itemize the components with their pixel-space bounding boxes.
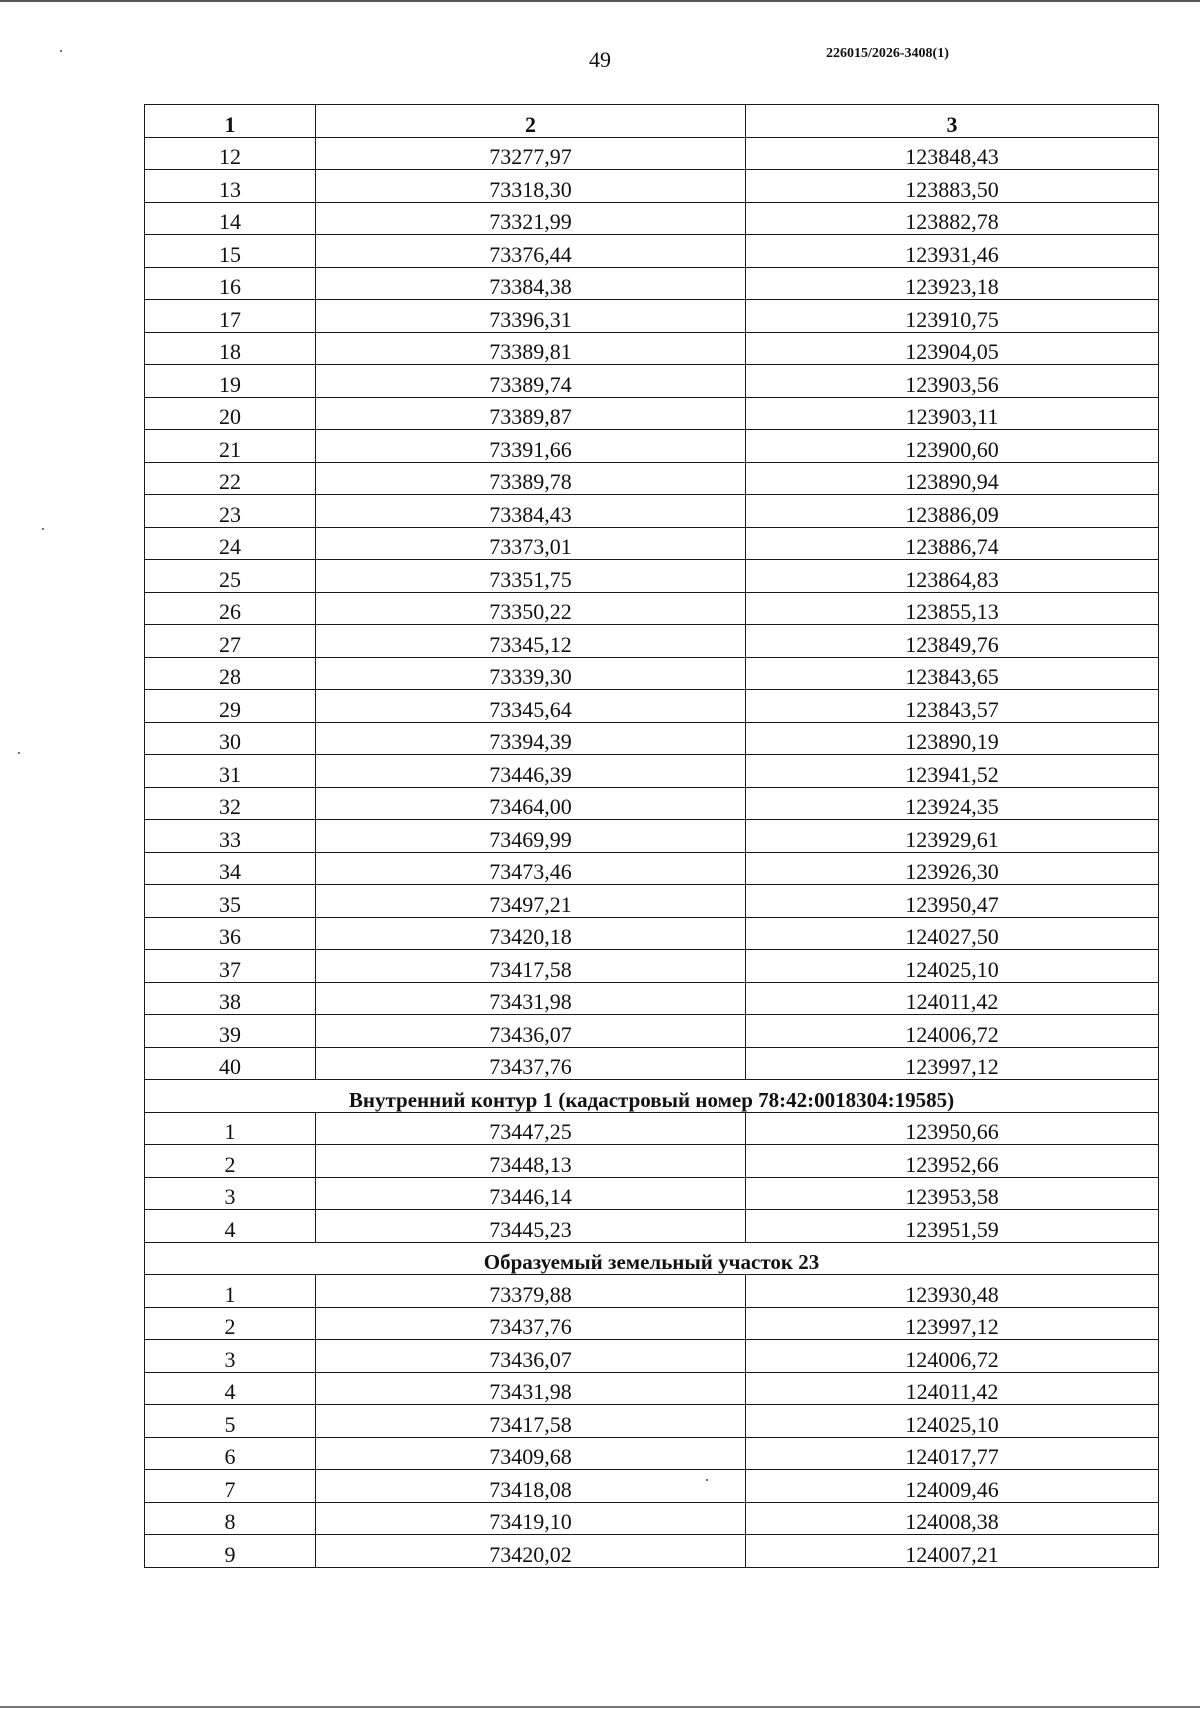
- x-coordinate-cell: 73389,78: [316, 462, 746, 495]
- y-coordinate-cell: 124008,38: [746, 1502, 1159, 1535]
- y-coordinate-cell: 123941,52: [746, 755, 1159, 788]
- y-coordinate-cell: 123931,46: [746, 235, 1159, 268]
- y-coordinate-cell: 123950,47: [746, 885, 1159, 918]
- table-row: [145, 1535, 1159, 1568]
- y-coordinate-cell: 123890,19: [746, 722, 1159, 755]
- x-coordinate-cell: 73431,98: [316, 1372, 746, 1405]
- x-coordinate-cell: 73321,99: [316, 202, 746, 235]
- y-coordinate-cell: 123951,59: [746, 1210, 1159, 1243]
- table-row: [145, 1145, 1159, 1178]
- y-coordinate-cell: 123886,09: [746, 495, 1159, 528]
- point-number-cell: 4: [145, 1372, 316, 1405]
- table-row: [145, 755, 1159, 788]
- y-coordinate-cell: 123886,74: [746, 527, 1159, 560]
- point-number-cell: 23: [145, 495, 316, 528]
- y-coordinate-cell: 123952,66: [746, 1145, 1159, 1178]
- x-coordinate-cell: 73437,76: [316, 1047, 746, 1080]
- point-number-cell: 14: [145, 202, 316, 235]
- x-coordinate-cell: 73351,75: [316, 560, 746, 593]
- point-number-cell: 24: [145, 527, 316, 560]
- table-row: [145, 267, 1159, 300]
- x-coordinate-cell: 73431,98: [316, 982, 746, 1015]
- point-number-cell: 9: [145, 1535, 316, 1568]
- point-number-cell: 3: [145, 1177, 316, 1210]
- point-number-cell: 36: [145, 917, 316, 950]
- column-header-y: 3: [746, 105, 1159, 138]
- y-coordinate-cell: 123848,43: [746, 137, 1159, 170]
- y-coordinate-cell: 123997,12: [746, 1047, 1159, 1080]
- y-coordinate-cell: 124025,10: [746, 1405, 1159, 1438]
- x-coordinate-cell: 73384,38: [316, 267, 746, 300]
- y-coordinate-cell: 123910,75: [746, 300, 1159, 333]
- point-number-cell: 2: [145, 1145, 316, 1178]
- point-number-cell: 4: [145, 1210, 316, 1243]
- point-number-cell: 39: [145, 1015, 316, 1048]
- x-coordinate-cell: 73473,46: [316, 852, 746, 885]
- x-coordinate-cell: 73417,58: [316, 950, 746, 983]
- point-number-cell: 17: [145, 300, 316, 333]
- x-coordinate-cell: 73396,31: [316, 300, 746, 333]
- x-coordinate-cell: 73464,00: [316, 787, 746, 820]
- x-coordinate-cell: 73376,44: [316, 235, 746, 268]
- y-coordinate-cell: 124011,42: [746, 982, 1159, 1015]
- y-coordinate-cell: 124011,42: [746, 1372, 1159, 1405]
- point-number-cell: 5: [145, 1405, 316, 1438]
- point-number-cell: 38: [145, 982, 316, 1015]
- point-number-cell: 12: [145, 137, 316, 170]
- y-coordinate-cell: 123903,56: [746, 365, 1159, 398]
- point-number-cell: 27: [145, 625, 316, 658]
- point-number-cell: 7: [145, 1470, 316, 1503]
- table-row: [145, 397, 1159, 430]
- table-row: [145, 722, 1159, 755]
- table-row: [145, 137, 1159, 170]
- y-coordinate-cell: 123883,50: [746, 170, 1159, 203]
- y-coordinate-cell: 124009,46: [746, 1470, 1159, 1503]
- y-coordinate-cell: 123953,58: [746, 1177, 1159, 1210]
- table-row: [145, 1015, 1159, 1048]
- x-coordinate-cell: 73389,87: [316, 397, 746, 430]
- table-row: [145, 1372, 1159, 1405]
- point-number-cell: 1: [145, 1275, 316, 1308]
- point-number-cell: 25: [145, 560, 316, 593]
- table-row: [145, 202, 1159, 235]
- x-coordinate-cell: 73391,66: [316, 430, 746, 463]
- bottom-scan-edge: [0, 1706, 1200, 1708]
- x-coordinate-cell: 73394,39: [316, 722, 746, 755]
- table-row: [145, 982, 1159, 1015]
- y-coordinate-cell: 123926,30: [746, 852, 1159, 885]
- x-coordinate-cell: 73379,88: [316, 1275, 746, 1308]
- y-coordinate-cell: 123930,48: [746, 1275, 1159, 1308]
- header-row: [145, 105, 1159, 138]
- table-row: [145, 495, 1159, 528]
- x-coordinate-cell: 73469,99: [316, 820, 746, 853]
- table-row: [145, 820, 1159, 853]
- x-coordinate-cell: 73339,30: [316, 657, 746, 690]
- table-row: [145, 1177, 1159, 1210]
- y-coordinate-cell: 123849,76: [746, 625, 1159, 658]
- table-row: [145, 852, 1159, 885]
- x-coordinate-cell: 73436,07: [316, 1015, 746, 1048]
- y-coordinate-cell: 123924,35: [746, 787, 1159, 820]
- table-row: [145, 462, 1159, 495]
- y-coordinate-cell: 124025,10: [746, 950, 1159, 983]
- table-row: [145, 1405, 1159, 1438]
- x-coordinate-cell: 73446,39: [316, 755, 746, 788]
- point-number-cell: 20: [145, 397, 316, 430]
- point-number-cell: 22: [145, 462, 316, 495]
- point-number-cell: 19: [145, 365, 316, 398]
- x-coordinate-cell: 73389,74: [316, 365, 746, 398]
- y-coordinate-cell: 123929,61: [746, 820, 1159, 853]
- table-row: [145, 625, 1159, 658]
- y-coordinate-cell: 124017,77: [746, 1437, 1159, 1470]
- x-coordinate-cell: 73445,23: [316, 1210, 746, 1243]
- table-row: [145, 560, 1159, 593]
- table-row: [145, 1047, 1159, 1080]
- table-row: [145, 917, 1159, 950]
- y-coordinate-cell: 123904,05: [746, 332, 1159, 365]
- y-coordinate-cell: 123903,11: [746, 397, 1159, 430]
- point-number-cell: 33: [145, 820, 316, 853]
- x-coordinate-cell: 73345,64: [316, 690, 746, 723]
- x-coordinate-cell: 73345,12: [316, 625, 746, 658]
- x-coordinate-cell: 73420,18: [316, 917, 746, 950]
- section-header-row: [145, 1080, 1159, 1113]
- x-coordinate-cell: 73384,43: [316, 495, 746, 528]
- table-row: [145, 690, 1159, 723]
- table-row: [145, 1502, 1159, 1535]
- table-row: [145, 1112, 1159, 1145]
- y-coordinate-cell: 123950,66: [746, 1112, 1159, 1145]
- point-number-cell: 34: [145, 852, 316, 885]
- point-number-cell: 18: [145, 332, 316, 365]
- point-number-cell: 35: [145, 885, 316, 918]
- column-header-point: 1: [145, 105, 316, 138]
- table-row: [145, 657, 1159, 690]
- point-number-cell: 32: [145, 787, 316, 820]
- point-number-cell: 40: [145, 1047, 316, 1080]
- scan-speck: [42, 528, 44, 530]
- point-number-cell: 37: [145, 950, 316, 983]
- table-row: [145, 365, 1159, 398]
- table-row: [145, 1340, 1159, 1373]
- x-coordinate-cell: 73277,97: [316, 137, 746, 170]
- y-coordinate-cell: 123923,18: [746, 267, 1159, 300]
- point-number-cell: 16: [145, 267, 316, 300]
- y-coordinate-cell: 123855,13: [746, 592, 1159, 625]
- table-row: [145, 1307, 1159, 1340]
- y-coordinate-cell: 124006,72: [746, 1340, 1159, 1373]
- section-header-row: [145, 1242, 1159, 1275]
- page-number: 49: [589, 47, 611, 72]
- point-number-cell: 31: [145, 755, 316, 788]
- x-coordinate-cell: 73419,10: [316, 1502, 746, 1535]
- x-coordinate-cell: 73420,02: [316, 1535, 746, 1568]
- scan-speck: [60, 50, 62, 52]
- x-coordinate-cell: 73417,58: [316, 1405, 746, 1438]
- point-number-cell: 28: [145, 657, 316, 690]
- top-scan-edge: [0, 0, 1200, 2]
- point-number-cell: 2: [145, 1307, 316, 1340]
- point-number-cell: 26: [145, 592, 316, 625]
- y-coordinate-cell: 123843,57: [746, 690, 1159, 723]
- x-coordinate-cell: 73389,81: [316, 332, 746, 365]
- table-row: [145, 300, 1159, 333]
- table-row: [145, 235, 1159, 268]
- table-row: [145, 1210, 1159, 1243]
- section-title: Внутренний контур 1 (кадастровый номер 78:42:0018304:19585): [145, 1080, 1159, 1113]
- y-coordinate-cell: 123890,94: [746, 462, 1159, 495]
- y-coordinate-cell: 123997,12: [746, 1307, 1159, 1340]
- section-title: Образуемый земельный участок 23: [145, 1242, 1159, 1275]
- y-coordinate-cell: 124027,50: [746, 917, 1159, 950]
- point-number-cell: 21: [145, 430, 316, 463]
- x-coordinate-cell: 73350,22: [316, 592, 746, 625]
- point-number-cell: 6: [145, 1437, 316, 1470]
- point-number-cell: 3: [145, 1340, 316, 1373]
- point-number-cell: 13: [145, 170, 316, 203]
- y-coordinate-cell: 124006,72: [746, 1015, 1159, 1048]
- x-coordinate-cell: 73318,30: [316, 170, 746, 203]
- x-coordinate-cell: 73448,13: [316, 1145, 746, 1178]
- table-row: [145, 592, 1159, 625]
- y-coordinate-cell: 123900,60: [746, 430, 1159, 463]
- scan-speck: [18, 752, 20, 754]
- table-row: [145, 1275, 1159, 1308]
- point-number-cell: 30: [145, 722, 316, 755]
- table-body: [145, 137, 1159, 1567]
- x-coordinate-cell: 73497,21: [316, 885, 746, 918]
- x-coordinate-cell: 73446,14: [316, 1177, 746, 1210]
- coordinates-table: [144, 104, 1159, 1568]
- point-number-cell: 1: [145, 1112, 316, 1145]
- y-coordinate-cell: 123882,78: [746, 202, 1159, 235]
- table-row: [145, 170, 1159, 203]
- column-header-x: 2: [316, 105, 746, 138]
- x-coordinate-cell: 73436,07: [316, 1340, 746, 1373]
- x-coordinate-cell: 73409,68: [316, 1437, 746, 1470]
- y-coordinate-cell: 123843,65: [746, 657, 1159, 690]
- x-coordinate-cell: 73373,01: [316, 527, 746, 560]
- table-row: [145, 885, 1159, 918]
- y-coordinate-cell: 124007,21: [746, 1535, 1159, 1568]
- point-number-cell: 8: [145, 1502, 316, 1535]
- point-number-cell: 29: [145, 690, 316, 723]
- x-coordinate-cell: 73418,08: [316, 1470, 746, 1503]
- y-coordinate-cell: 123864,83: [746, 560, 1159, 593]
- table-row: [145, 430, 1159, 463]
- table-row: [145, 527, 1159, 560]
- table-row: [145, 787, 1159, 820]
- table-row: [145, 950, 1159, 983]
- point-number-cell: 15: [145, 235, 316, 268]
- table-row: [145, 1437, 1159, 1470]
- x-coordinate-cell: 73447,25: [316, 1112, 746, 1145]
- x-coordinate-cell: 73437,76: [316, 1307, 746, 1340]
- table-row: [145, 332, 1159, 365]
- table-row: [145, 1470, 1159, 1503]
- document-code: 226015/2026-3408(1): [826, 46, 949, 61]
